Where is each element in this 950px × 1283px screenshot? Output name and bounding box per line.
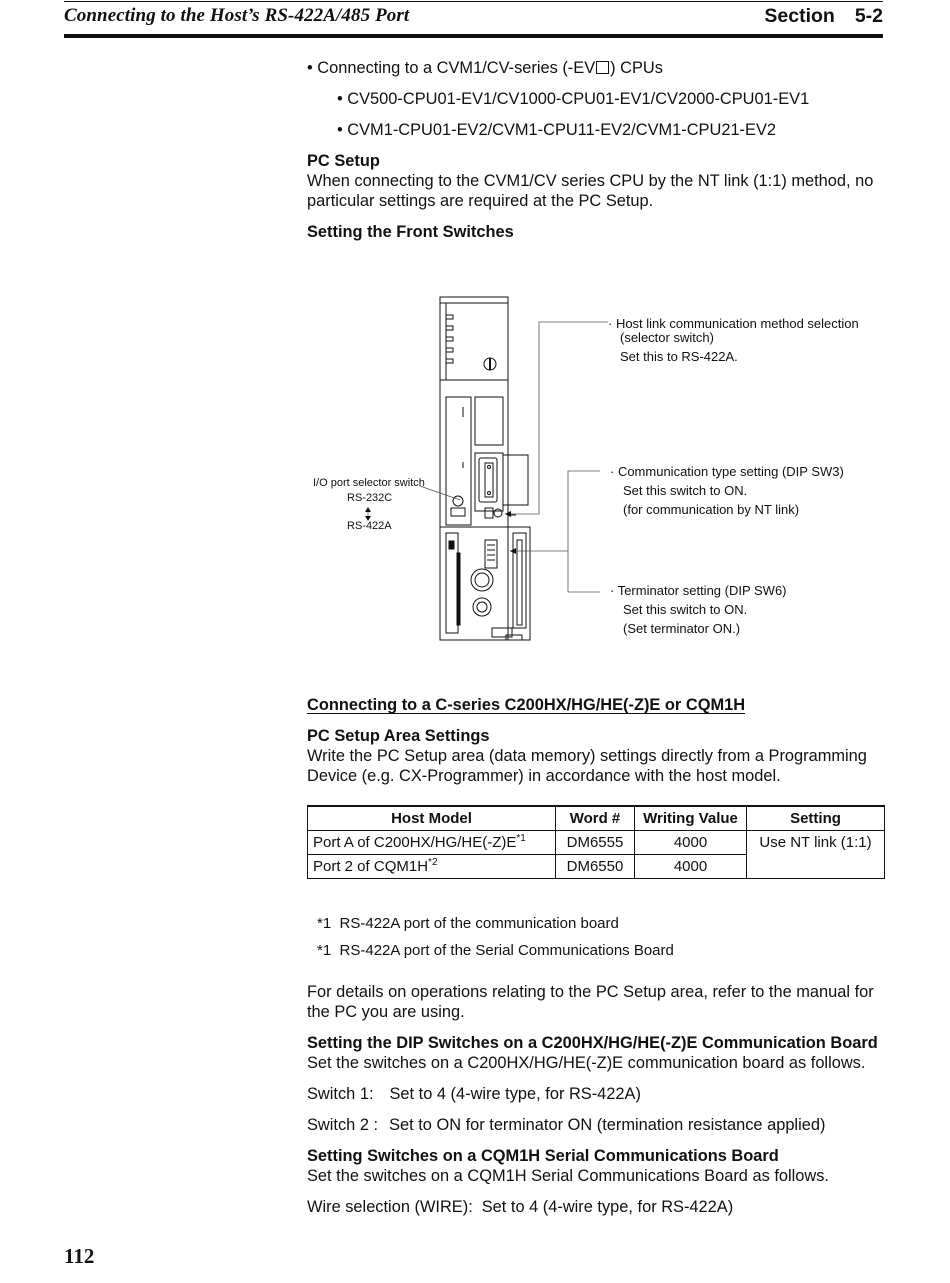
callout-dip-sw3-note: (for communication by NT link) (623, 502, 800, 517)
front-switches-heading: Setting the Front Switches (307, 223, 514, 241)
page-number: 112 (64, 1244, 95, 1268)
pc-setup-line1: When connecting to the CVM1/CV series CPU by the NT link (1:1) method, no (307, 172, 874, 190)
note-1: *1 RS-422A port of the communication board (317, 915, 619, 932)
footnote-ref: *2 (428, 857, 438, 868)
col-writing-value: Writing Value (635, 806, 747, 831)
callout-dip-sw6-instruction: Set this switch to ON. (623, 602, 748, 617)
c-series-heading: Connecting to a C-series C200HX/HG/HE(-Z)E or CQM1H (307, 696, 746, 714)
switch-2-row (307, 1115, 907, 1135)
callout-dip-sw3-title: · Communication type setting (DIP SW3) (610, 464, 844, 479)
note-2: *1 RS-422A port of the Serial Communications Board (317, 942, 674, 959)
host-model-text: Port 2 of CQM1H (313, 858, 429, 875)
details-line2: the PC you are using. (307, 1003, 465, 1021)
pc-setup-area-line1: Write the PC Setup area (data memory) settings directly from a Programming (307, 747, 867, 765)
wire-selection-label: Wire selection (WIRE): (307, 1198, 473, 1216)
io-port-selector-label: I/O port selector switch (313, 477, 425, 489)
table-row (308, 831, 885, 855)
switch-1-label: Switch 1: (307, 1085, 374, 1103)
details-line1: For details on operations relating to the PC Setup area, refer to the manual for (307, 983, 874, 1001)
callout-selector-title: · Host link communication method selection (608, 316, 859, 331)
box-glyph (596, 61, 609, 74)
dip-c200-line: Set the switches on a C200HX/HG/HE(-Z)E communication board as follows. (307, 1054, 866, 1072)
header-rule (64, 34, 883, 38)
cell-writing-value: 4000 (635, 831, 747, 855)
cell-setting: Use NT link (1:1) (747, 831, 885, 879)
switch-1-value: Set to 4 (4-wire type, for RS-422A) (389, 1085, 641, 1103)
section-label: Section (764, 5, 835, 27)
host-model-table (307, 805, 885, 879)
section-indicator (764, 5, 883, 28)
callout-dip-sw3 (610, 462, 844, 519)
header-top-rule (64, 1, 883, 2)
pc-setup-heading: PC Setup (307, 152, 380, 170)
dip-c200-heading: Setting the DIP Switches on a C200HX/HG/HE(-Z)E Communication Board (307, 1034, 878, 1052)
cqm1h-heading: Setting Switches on a CQM1H Serial Communications Board (307, 1147, 779, 1165)
io-port-rs232c-label: RS-232C (347, 492, 393, 504)
switch-2-value: Set to ON for terminator ON (termination resistance applied) (389, 1116, 826, 1134)
cqm1h-line: Set the switches on a CQM1H Serial Communications Board as follows. (307, 1167, 829, 1185)
wire-selection-value: Set to 4 (4-wire type, for RS-422A) (481, 1198, 734, 1216)
cpu-front-diagram (300, 290, 900, 650)
callout-selector-instruction: Set this to RS-422A. (620, 349, 738, 364)
pc-setup-line2: particular settings are required at the PC Setup. (307, 192, 654, 210)
switch-2-label: Switch 2 : (307, 1116, 379, 1134)
bullet-cvm1-suffix: ) CPUs (610, 59, 663, 77)
col-word: Word # (556, 806, 635, 831)
callout-selector-subtitle: (selector switch) (620, 330, 714, 345)
col-setting: Setting (747, 806, 885, 831)
wire-selection-row (307, 1197, 892, 1217)
footnote-ref: *1 (516, 833, 526, 844)
cell-writing-value: 4000 (635, 855, 747, 879)
pc-setup-area-heading: PC Setup Area Settings (307, 727, 490, 745)
callout-dip-sw6 (610, 581, 787, 638)
host-model-text: Port A of C200HX/HG/HE(-Z)E (313, 834, 517, 851)
bullet-cvm1 (307, 58, 892, 78)
table-header-row (308, 806, 885, 831)
switch-1-row (307, 1084, 892, 1104)
bullet-cvm1-text: • Connecting to a CVM1/CV-series (-EV (307, 59, 596, 77)
callout-dip-sw6-note: (Set terminator ON.) (623, 621, 741, 636)
cell-host-model (308, 831, 556, 855)
cell-word: DM6550 (556, 855, 635, 879)
callout-dip-sw3-instruction: Set this switch to ON. (623, 483, 748, 498)
bullet-cv-models: • CV500-CPU01-EV1/CV1000-CPU01-EV1/CV2000-CPU01-EV1 (337, 90, 810, 108)
io-port-rs422a-label: RS-422A (347, 520, 392, 532)
running-title: Connecting to the Host’s RS-422A/485 Port (64, 5, 410, 26)
callout-dip-sw6-title: · Terminator setting (DIP SW6) (610, 583, 787, 598)
pc-setup-area-line2: Device (e.g. CX-Programmer) in accordance with the host model. (307, 767, 781, 785)
section-number: 5-2 (854, 5, 883, 27)
cell-word: DM6555 (556, 831, 635, 855)
col-host-model: Host Model (308, 806, 556, 831)
callout-selector (608, 314, 859, 366)
cell-host-model (308, 855, 556, 879)
bullet-cvm1-models: • CVM1-CPU01-EV2/CVM1-CPU11-EV2/CVM1-CPU21-EV2 (337, 121, 777, 139)
